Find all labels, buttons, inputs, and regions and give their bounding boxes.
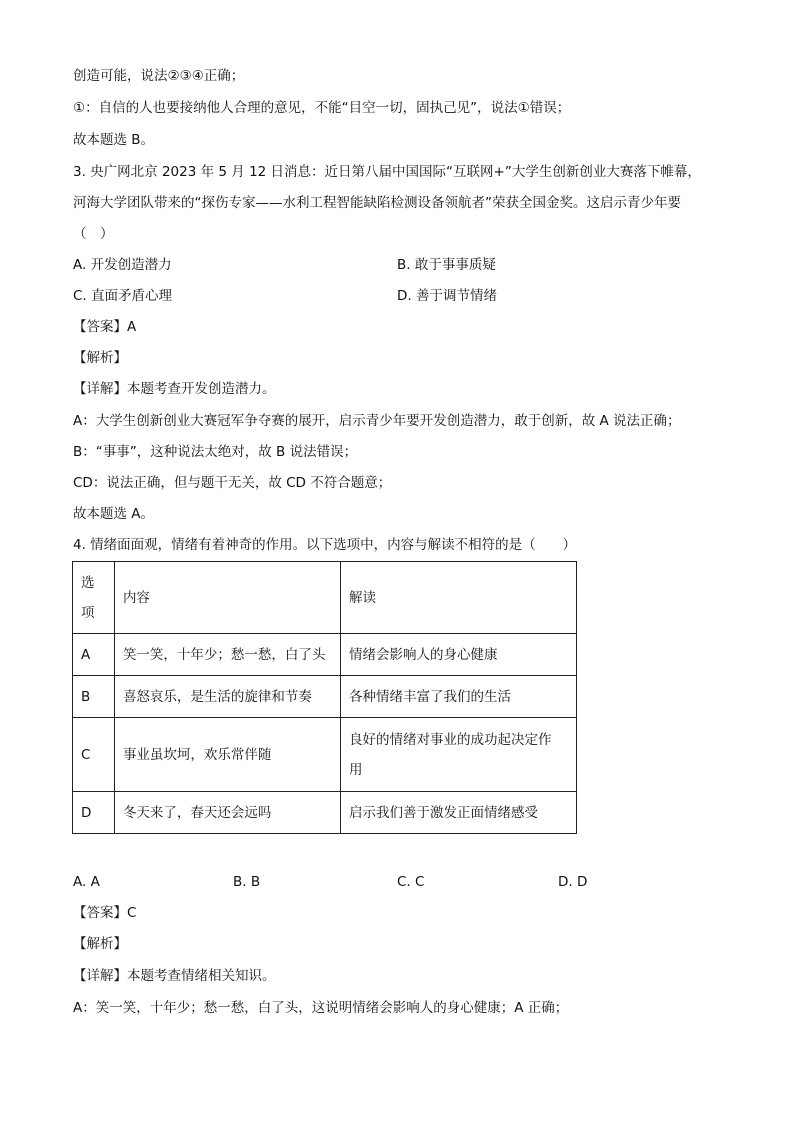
option-a: A. 开发创造潜力 (73, 257, 172, 273)
detail-text: 【详解】本题考查情绪相关知识。 (73, 968, 276, 984)
cell-meaning (341, 718, 577, 792)
detail-text: 【详解】本题考查开发创造潜力。 (73, 381, 276, 397)
table-row (73, 792, 577, 834)
header-text: 项 (81, 604, 95, 621)
table-row (73, 718, 577, 792)
cell-content: 冬天来了，春天还会远吗 (114, 792, 340, 834)
analysis-label: 【解析】 (73, 350, 127, 366)
answer-label: 【答案】C (73, 905, 137, 921)
question-3-stem: 3. 央广网北京 2023 年 5 月 12 日消息：近日第八届中国国际“互联网+”大学生创新创业大赛落下帷幕， (73, 164, 701, 180)
text-line: ①：自信的人也要接纳他人合理的意见，不能“目空一切，固执己见”，说法①错误； (73, 100, 571, 116)
question-4-table (72, 561, 577, 834)
conclusion: 故本题选 A。 (73, 506, 155, 522)
cell-text: 良好的情绪对事业的成功起决定作 (349, 731, 552, 748)
text-line: 故本题选 B。 (73, 132, 155, 148)
explanation-cd: CD：说法正确，但与题干无关，故 CD 不符合题意； (73, 475, 392, 491)
cell-option: B (73, 676, 115, 718)
table-header-option (73, 562, 115, 634)
cell-option: C (73, 718, 115, 792)
cell-meaning: 情绪会影响人的身心健康 (341, 634, 577, 676)
question-3-stem: 河海大学团队带来的“探伤专家——水利工程智能缺陷检测设备领航者”荣获全国金奖。这启示青少年要 (73, 195, 681, 211)
table-header-meaning: 解读 (341, 562, 577, 634)
analysis-label: 【解析】 (73, 936, 127, 952)
cell-content: 笑一笑，十年少；愁一愁，白了头 (114, 634, 340, 676)
cell-option: A (73, 634, 115, 676)
question-3-blank: （ ） (73, 226, 114, 242)
cell-option: D (73, 792, 115, 834)
q4-option-a: A. A (73, 874, 100, 890)
explanation-a: A：笑一笑，十年少；愁一愁，白了头，这说明情绪会影响人的身心健康；A 正确； (73, 1000, 569, 1016)
cell-content: 事业虽坎坷，欢乐常伴随 (114, 718, 340, 792)
explanation-a: A：大学生创新创业大赛冠军争夺赛的展开，启示青少年要开发创造潜力，敢于创新，故 A 说法正确； (73, 413, 681, 429)
q4-option-c: C. C (397, 874, 425, 890)
explanation-b: B：“事事”，这种说法太绝对，故 B 说法错误； (73, 444, 358, 460)
answer-label: 【答案】A (73, 319, 137, 335)
q4-option-d: D. D (558, 874, 588, 890)
table-header-content: 内容 (114, 562, 340, 634)
header-text: 选 (81, 574, 95, 591)
cell-meaning: 各种情绪丰富了我们的生活 (341, 676, 577, 718)
table-header-row (73, 562, 577, 634)
cell-meaning: 启示我们善于激发正面情绪感受 (341, 792, 577, 834)
cell-content: 喜怒哀乐，是生活的旋律和节奏 (114, 676, 340, 718)
table-row (73, 676, 577, 718)
question-4-stem: 4. 情绪面面观，情绪有着神奇的作用。以下选项中，内容与解读不相符的是（ ） (73, 537, 577, 553)
table-row (73, 634, 577, 676)
text-line: 创造可能，说法②③④正确； (73, 68, 245, 84)
option-b: B. 敢于事事质疑 (397, 257, 496, 273)
q4-option-b: B. B (233, 874, 261, 890)
option-c: C. 直面矛盾心理 (73, 288, 173, 304)
option-d: D. 善于调节情绪 (397, 288, 497, 304)
cell-text: 用 (349, 761, 363, 778)
